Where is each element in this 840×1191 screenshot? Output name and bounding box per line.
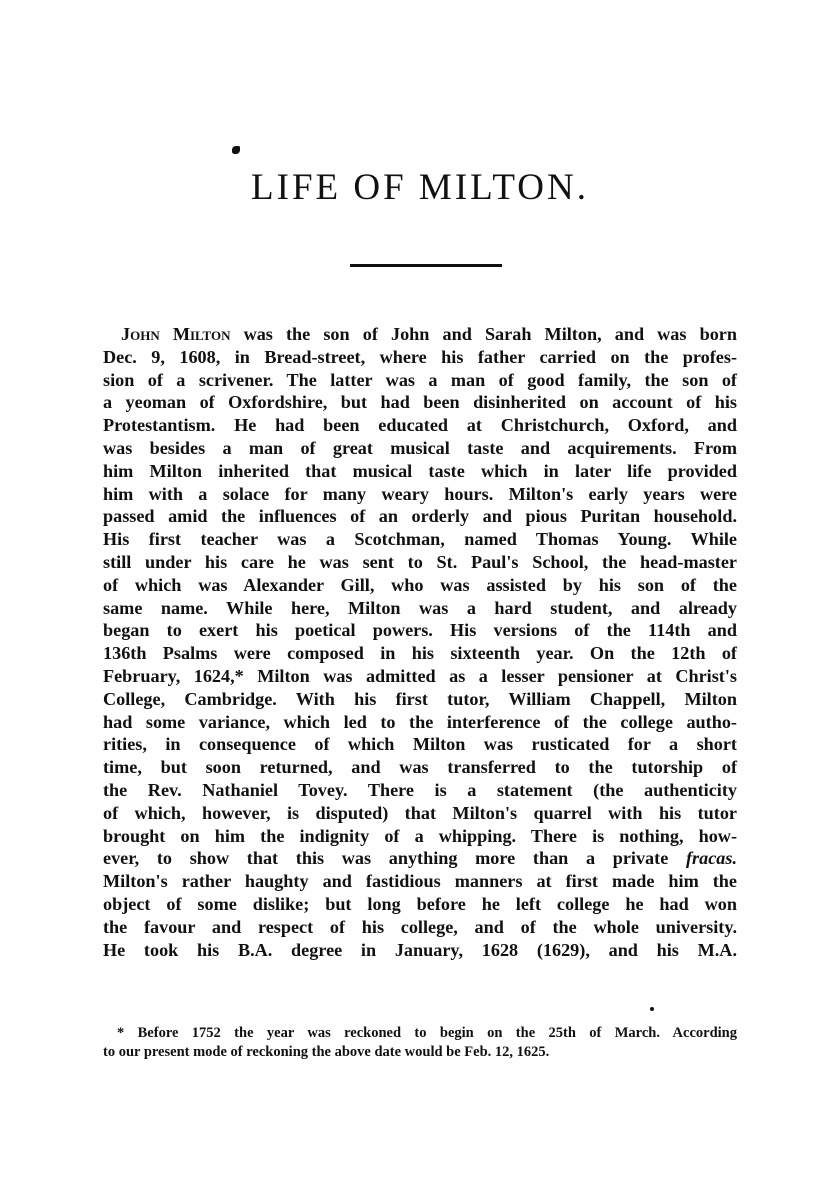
text-line: February, 1624,* Milton was admitted as a lesser pensioner at Christ's	[103, 665, 737, 686]
text-line: object of some dislike; but long before he left college he had won	[103, 893, 737, 914]
body-paragraph	[103, 323, 737, 961]
text-line: sion of a scrivener. The latter was a man of good family, the son of	[103, 369, 737, 390]
text-line: still under his care he was sent to St. Paul's School, the head-master	[103, 551, 737, 572]
footnote-line: to our present mode of reckoning the above date would be Feb. 12, 1625.	[103, 1044, 550, 1060]
text-line: Protestantism. He had been educated at Christchurch, Oxford, and	[103, 415, 737, 436]
text-line: ever, to show that this was anything more than a private fracas.	[103, 848, 737, 869]
text-line: rities, in consequence of which Milton was rusticated for a short	[103, 734, 737, 755]
text-line: Milton's rather haughty and fastidious manners at first made him the	[103, 871, 737, 892]
text-line: same name. While here, Milton was a hard student, and already	[103, 597, 737, 618]
text-line: passed amid the influences of an orderly and pious Puritan household.	[103, 506, 737, 527]
text-line: the favour and respect of his college, and of the whole university.	[103, 916, 737, 937]
ink-dot	[650, 1007, 654, 1011]
text-line: 136th Psalms were composed in his sixteenth year. On the 12th of	[103, 643, 737, 664]
text-line: the Rev. Nathaniel Tovey. There is a statement (the authenticity	[103, 779, 737, 800]
italic-word: fracas.	[685, 848, 737, 869]
text-line: him Milton inherited that musical taste which in later life provided	[103, 460, 737, 481]
text-line: of which, however, is disputed) that Milton's quarrel with his tutor	[103, 802, 737, 823]
text-line: College, Cambridge. With his first tutor, William Chappell, Milton	[103, 688, 737, 709]
footnote-line: * Before 1752 the year was reckoned to begin on the 25th of March. According	[117, 1025, 737, 1041]
text-line: Dec. 9, 1608, in Bread-street, where his father carried on the profes-	[103, 346, 737, 367]
text-line: brought on him the indignity of a whipping. There is nothing, how-	[103, 825, 737, 846]
text-line: His first teacher was a Scotchman, named Thomas Young. While	[103, 529, 737, 550]
text-line: began to exert his poetical powers. His versions of the 114th and	[103, 620, 737, 641]
text-line: had some variance, which led to the interference of the college autho-	[103, 711, 737, 732]
ink-speck	[232, 146, 240, 154]
text-line: John Milton was the son of John and Sarah Milton, and was born	[121, 324, 737, 344]
text-line: of which was Alexander Gill, who was assisted by his son of the	[103, 574, 737, 595]
text-line: a yeoman of Oxfordshire, but had been disinherited on account of his	[103, 392, 737, 413]
title-rule	[350, 264, 502, 267]
text-line: him with a solace for many weary hours. Milton's early years were	[103, 483, 737, 504]
author-name-smallcaps: John Milton	[121, 324, 231, 344]
footnote	[103, 1024, 737, 1062]
text-line: He took his B.A. degree in January, 1628 (1629), and his M.A.	[103, 939, 737, 960]
text-line: time, but soon returned, and was transferred to the tutorship of	[103, 757, 737, 778]
chapter-title: LIFE OF MILTON.	[251, 167, 589, 208]
text-line: was besides a man of great musical taste and acquirements. From	[103, 437, 737, 458]
